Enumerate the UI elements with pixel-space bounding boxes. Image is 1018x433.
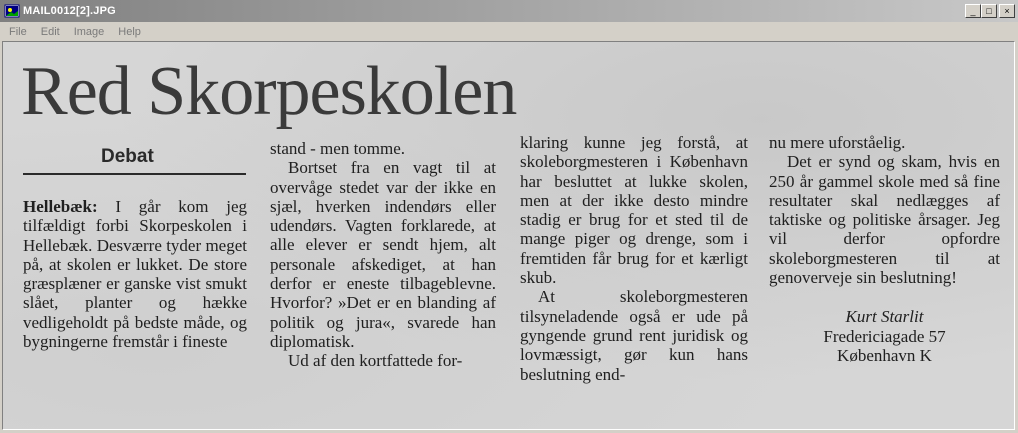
menu-image[interactable]: Image	[73, 25, 105, 38]
menu-file[interactable]: File	[9, 25, 27, 38]
article-headline: Red Skorpeskolen	[21, 53, 517, 130]
lead-text: I går kom jeg tilfældigt forbi Skorpeskolen i Hellebæk. Desværre tyder meget på, at skolen er lukket. De store græsplæner er ganske vist smukt slået, planter og hække vedligeholdt på bedste måde, og bygningerne fremstår i fineste	[23, 197, 248, 352]
article-column-2	[270, 139, 496, 371]
section-divider	[23, 173, 246, 175]
paragraph: Bortset fra en vagt til at overvåge stedet var der ikke en sjæl, hverken indendørs eller udendørs. Vagten forklarede, at alle elever er sendt hjem, alt personale afskediget, at han derfor er eneste tilbageblevne. Hvorfor? »Det er en blanding af politik og jura«, svarede han diplomatisk.	[270, 158, 496, 351]
article-column-1	[23, 197, 247, 351]
lead-paragraph	[23, 197, 247, 351]
paragraph: nu mere uforståelig.	[769, 133, 906, 152]
author-signature	[769, 307, 1000, 365]
title-bar[interactable]	[0, 0, 1018, 22]
menu-help[interactable]: Help	[118, 25, 141, 38]
window-controls	[965, 4, 1015, 18]
image-canvas[interactable]	[2, 41, 1015, 430]
newspaper-clipping	[3, 42, 1014, 429]
author-street: Fredericiagade 57	[823, 326, 946, 346]
section-label: Debat	[101, 146, 154, 167]
image-viewer-icon[interactable]	[4, 3, 20, 19]
window-title: MAIL0012[2].JPG	[23, 5, 116, 17]
close-button[interactable]: ×	[999, 4, 1015, 18]
dateline: Hellebæk:	[23, 197, 98, 216]
maximize-button[interactable]: □	[981, 4, 997, 18]
article-column-4	[769, 133, 1000, 365]
paragraph: stand - men tomme.	[270, 139, 406, 158]
article-column-3	[520, 133, 748, 384]
paragraph: At skoleborgmesteren tilsyneladende også er ude på gyngende grund rent juridisk og lovmæssigt, gør kun hans beslutning end-	[520, 287, 748, 384]
menu-bar	[0, 22, 1018, 41]
minimize-button[interactable]: _	[965, 4, 981, 18]
author-name: Kurt Starlit	[845, 307, 924, 327]
author-city: København K	[837, 345, 932, 365]
paragraph: klaring kunne jeg forstå, at skoleborgmesteren i København har besluttet at lukke skolen, men at der ikke desto mindre stadig er brug for et sted til de mange piger og drenge, som i fremtiden får brug for et kærligt skub.	[520, 133, 748, 288]
menu-edit[interactable]: Edit	[40, 25, 60, 38]
paragraph: Det er synd og skam, hvis en 250 år gammel skole med så fine resultater skal nedlægges af taktiske og politiske årsager. Jeg vil derfor opfordre skoleborgmesteren til at genoverveje sin beslutning!	[769, 152, 1000, 288]
paragraph: Ud af den kortfattede for-	[288, 351, 463, 371]
